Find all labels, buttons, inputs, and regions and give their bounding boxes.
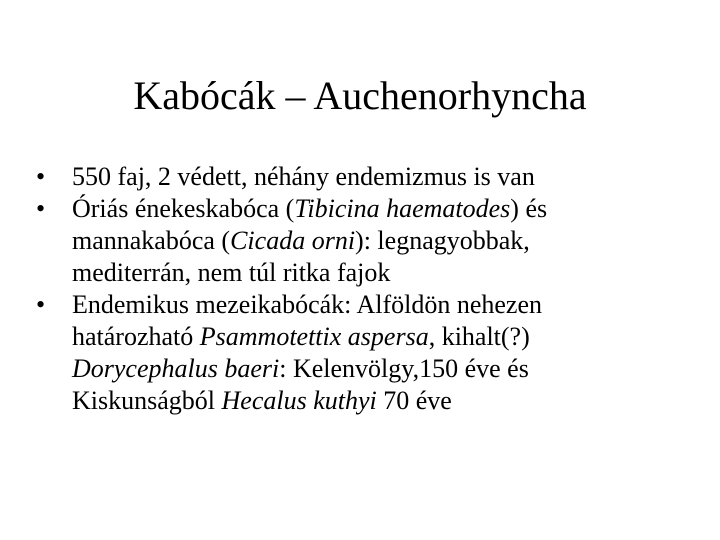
bullet-line [72,353,706,385]
bullet-dot-icon: • [36,194,46,223]
bullet-item [36,289,706,417]
text-segment: Óriás énekeskabóca ( [72,194,295,223]
bullet-line [72,321,706,353]
species-name: Psammotettix aspersa [199,322,429,351]
species-name: Tibicina haematodes [294,194,511,223]
text-segment: : Kelenvölgy,150 éve és [279,354,529,383]
bullet-line [72,193,706,225]
bullet-item [36,161,706,193]
bullet-dot-icon: • [36,162,46,191]
text-segment: ): legnagyobbak, [355,226,530,255]
text-segment: ) és [510,194,548,223]
text-segment: 70 éve [376,386,452,415]
text-segment: határozható [72,322,200,351]
slide-title: Kabócák – Auchenorhyncha [133,73,587,118]
bullet-line [72,385,706,417]
bullet-item [36,193,706,289]
bullet-line [72,289,706,321]
bullet-dot-icon: • [36,290,46,319]
species-name: Cicada orni [230,226,356,255]
bullet-line [72,161,706,193]
text-segment: Kiskunságból [72,386,222,415]
bullet-list [36,161,706,417]
bullet-line [72,225,706,257]
text-segment: mannakabóca ( [72,226,231,255]
text-segment: Endemikus mezeikabócák: Alföldön nehezen [72,290,543,319]
species-name: Hecalus kuthyi [221,386,377,415]
text-segment: 550 faj, 2 védett, néhány endemizmus is van [72,162,535,191]
text-segment: mediterrán, nem túl ritka fajok [72,258,391,287]
bullet-line [72,257,706,289]
text-segment: , kihalt(?) [428,322,530,351]
species-name: Dorycephalus baeri [72,354,280,383]
